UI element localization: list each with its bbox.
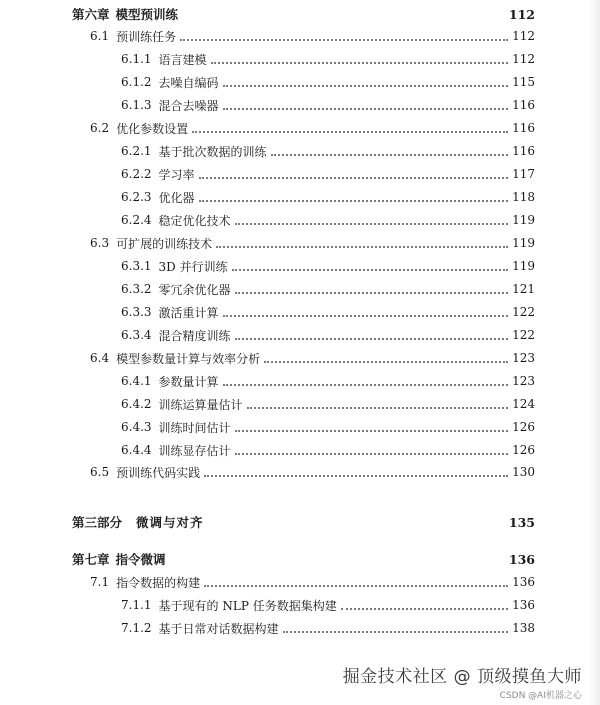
toc-entry-page: 136 [512,598,535,612]
toc-entry-title: 参数量计算 [158,374,219,389]
toc-entry-subsection [121,618,535,638]
toc-entry-subsection [121,141,535,161]
toc-entry-title: 语言建模 [158,52,207,67]
toc-entry-page: 116 [512,144,535,158]
toc-entry-number: 6.1.3 [121,98,152,112]
toc-entry-section [90,233,535,253]
toc-dot-leader [235,222,509,225]
toc-dot-leader [204,584,508,587]
toc-entry-number: 第三部分 [72,515,123,530]
toc-entry-number: 6.2.1 [121,144,152,158]
toc-entry-part [72,512,535,532]
toc-entry-title: 3D 并行训练 [158,259,228,274]
toc-entry-section [90,26,535,46]
toc-entry-number: 第六章 [72,7,110,22]
toc-entry-page: 122 [512,305,535,319]
toc-entry-number: 6.3.3 [121,305,152,319]
toc-entry-subsection [121,256,535,276]
toc-entry-subsection [121,371,535,391]
page-edge-shadow [588,0,600,705]
toc-entry-number: 第七章 [72,552,110,567]
toc-entry-page: 119 [512,236,535,250]
toc-dot-leader [235,337,509,340]
toc-entry-title: 微调与对齐 [136,515,204,530]
toc-entry-number: 6.2 [90,121,110,135]
toc-entry-number: 6.3.1 [121,259,152,273]
watermark [343,662,582,701]
toc-entry-title: 预训练代码实践 [116,465,201,480]
toc-entry-number: 6.4.1 [121,374,152,388]
toc-entry-page: 135 [508,514,535,530]
toc-entry-title: 模型参数量计算与效率分析 [116,351,261,366]
toc-entry-section [90,572,535,592]
toc-dot-leader [180,38,508,41]
toc-entry-number: 6.1.2 [121,75,152,89]
toc-entry-section [90,348,535,368]
toc-entry-title: 基于批次数据的训练 [158,144,267,159]
toc-entry-subsection [121,595,535,615]
toc-entry-page: 116 [512,98,535,112]
toc-entry-page: 123 [512,374,535,388]
toc-entry-page: 112 [508,6,535,22]
toc-entry-title: 激活重计算 [158,305,219,320]
toc-dot-leader [232,268,508,271]
toc-entry-title: 稳定优化技术 [158,213,231,228]
toc-entry-page: 130 [512,465,535,479]
toc-entry-chapter [72,4,535,24]
toc-entry-number: 6.1 [90,29,110,43]
toc-entry-subsection [121,164,535,184]
toc-entry-section [90,118,535,138]
toc-entry-page: 136 [512,575,535,589]
toc-dot-leader [211,61,509,64]
toc-dot-leader [247,406,509,409]
toc-dot-leader [235,429,509,432]
toc-entry-title: 混合去噪器 [158,98,219,113]
toc-entry-page: 119 [512,213,535,227]
toc-entry-subsection [121,95,535,115]
toc-entry-number: 6.2.2 [121,167,152,181]
toc-entry-title: 基于现有的 NLP 任务数据集构建 [158,598,337,613]
toc-dot-leader [271,153,509,156]
toc-entry-number: 6.2.3 [121,190,152,204]
toc-entry-number: 6.3 [90,236,110,250]
toc-entry-title: 指令微调 [115,552,166,567]
toc-entry-page: 136 [508,551,535,567]
toc-entry-subsection [121,49,535,69]
toc-entry-chapter [72,549,535,569]
toc-entry-subsection [121,210,535,230]
toc-entry-number: 6.4.3 [121,420,152,434]
toc-dot-leader [204,474,508,477]
toc-entry-title: 优化参数设置 [116,121,189,136]
toc-entry-page: 116 [512,121,535,135]
toc-entry-title: 可扩展的训练技术 [116,236,213,251]
toc-entry-subsection [121,394,535,414]
toc-entry-page: 112 [512,29,535,43]
toc-entry-title: 混合精度训练 [158,328,231,343]
toc-entry-title: 基于日常对话数据构建 [158,621,279,636]
watermark-sub: CSDN @AI机器之心 [499,691,582,701]
toc-dot-leader [341,607,508,610]
toc-entry-subsection [121,187,535,207]
toc-entry-number: 6.4.2 [121,397,152,411]
toc-entry-page: 117 [512,167,535,181]
toc-entry-subsection [121,279,535,299]
toc-entry-subsection [121,325,535,345]
toc-dot-leader [235,291,509,294]
toc-entry-subsection [121,417,535,437]
toc-entry-number: 6.5 [90,465,110,479]
toc-entry-number: 7.1 [90,575,110,589]
toc-entry-number: 6.3.4 [121,328,152,342]
toc-dot-leader [223,84,509,87]
toc-entry-number: 6.2.4 [121,213,152,227]
toc-entry-title: 零冗余优化器 [158,282,231,297]
toc-entry-subsection [121,302,535,322]
toc-dot-leader [223,383,509,386]
toc-dot-leader [192,130,508,133]
toc-entry-title: 学习率 [158,167,195,182]
toc-entry-page: 123 [512,351,535,365]
toc-entry-title: 优化器 [158,190,195,205]
toc-entry-number: 7.1.1 [121,598,152,612]
toc-entry-title: 训练显存估计 [158,443,231,458]
toc-entry-page: 126 [512,420,535,434]
toc-entry-number: 7.1.2 [121,621,152,635]
toc-entry-number: 6.4.4 [121,443,152,457]
toc-entry-title: 指令数据的构建 [116,575,201,590]
toc-entry-title: 预训练任务 [116,29,177,44]
toc-entry-page: 115 [512,75,535,89]
toc-entry-subsection [121,440,535,460]
toc-entry-page: 126 [512,443,535,457]
toc-dot-leader [223,107,509,110]
toc-dot-leader [216,245,508,248]
watermark-main: 掘金技术社区 @ 顶级摸鱼大师 [342,667,582,687]
toc-entry-page: 121 [512,282,535,296]
toc-entry-number: 6.4 [90,351,110,365]
toc-entry-title: 模型预训练 [115,7,179,22]
toc-dot-leader [283,630,509,633]
toc-entry-page: 119 [512,259,535,273]
toc-entry-page: 124 [512,397,535,411]
toc-dot-leader [199,199,509,202]
toc-entry-number: 6.1.1 [121,52,152,66]
toc-dot-leader [199,176,509,179]
toc-dot-leader [223,314,509,317]
toc-entry-page: 122 [512,328,535,342]
toc-entry-page: 138 [512,621,535,635]
toc-entry-title: 训练时间估计 [158,420,231,435]
toc-entry-number: 6.3.2 [121,282,152,296]
toc-entry-page: 112 [512,52,535,66]
toc-entry-title: 训练运算量估计 [158,397,243,412]
toc-dot-leader [264,360,508,363]
toc-dot-leader [235,452,509,455]
toc-entry-section [90,462,535,482]
toc-entry-page: 118 [512,190,535,204]
toc-entry-subsection [121,72,535,92]
toc-entry-title: 去噪自编码 [158,75,219,90]
